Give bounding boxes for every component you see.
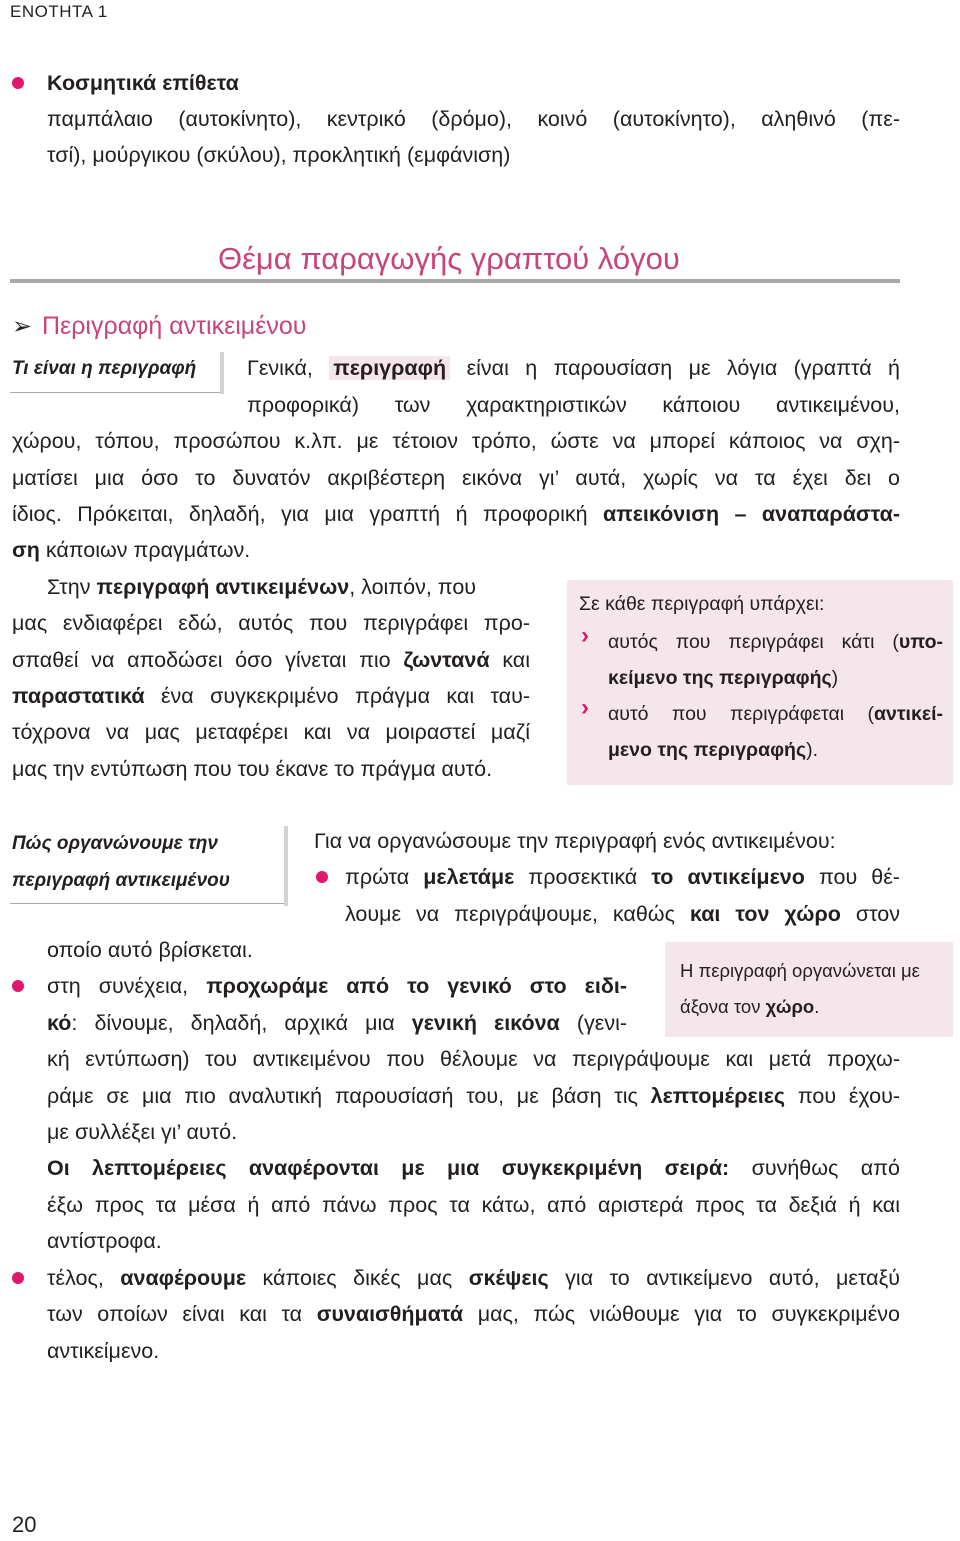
- object-desc-line: σπαθεί να αποδώσει όσο γίνεται πιο ζωντανά και: [12, 648, 531, 672]
- side-label-definition: Τι είναι η περιγραφή: [12, 358, 197, 379]
- side-label-rule: [10, 903, 286, 904]
- organize-line: στη συνέχεια, προχωράμε από το γενικό στο ειδι-: [47, 974, 627, 998]
- bullet-icon: [12, 1272, 24, 1284]
- object-desc-line: παραστατικά ένα συγκεκριμένο πράγμα και ταυ-: [12, 684, 530, 708]
- organize-line: έξω προς τα μέσα ή από πάνω προς τα κάτω, από αριστερά προς τα δεξιά ή και: [47, 1193, 900, 1217]
- side-label-rule: [10, 392, 220, 393]
- definition-line: ίδιος. Πρόκειται, δηλαδή, για μια γραπτή ή προφορική απεικόνιση – αναπαράστα-: [12, 502, 900, 526]
- organize-line: των οποίων είναι και τα συναισθήματά μας, πώς νιώθουμε για το συγκεκριμένο: [47, 1302, 900, 1326]
- definition-line: ματίσει μια όσο το δυνατόν ακριβέστερη εικόνα γι’ αυτά, χωρίς να τα έχει δει ο: [12, 466, 900, 490]
- organize-line: Οι λεπτομέρειες αναφέρονται με μια συγκεκριμένη σειρά: συνήθως από: [47, 1156, 900, 1180]
- organize-line: ράμε σε μια πιο αναλυτική παρουσίασή του, με βάση τις λεπτομέρειες που έχου-: [47, 1084, 900, 1108]
- subsection-title: Περιγραφή αντικειμένου: [42, 312, 307, 340]
- organize-intro: Για να οργανώσουμε την περιγραφή ενός αντικειμένου:: [314, 829, 836, 853]
- info-box-participants: [567, 580, 953, 785]
- side-label-organize: Πώς οργανώνουμε την: [12, 833, 218, 854]
- chevron-right-icon: ›: [581, 694, 589, 721]
- bullet-icon: [12, 980, 24, 992]
- side-label-divider: [220, 352, 224, 394]
- definition-line: ση κάποιων πραγμάτων.: [12, 538, 251, 562]
- box-intro: Σε κάθε περιγραφή υπάρχει:: [579, 593, 825, 615]
- organize-line: λουμε να περιγράψουμε, καθώς και τον χώρο στον: [345, 902, 901, 926]
- box-item: μενο της περιγραφής).: [608, 739, 819, 761]
- box-item: αυτό που περιγράφεται (αντικεί-: [608, 703, 943, 725]
- organize-line: τέλος, αναφέρουμε κάποιες δικές μας σκέψεις για το αντικείμενο αυτό, μεταξύ: [47, 1266, 900, 1290]
- organize-line: αντικείμενο.: [47, 1339, 160, 1363]
- object-desc-line: τόχρονα να μας μεταφέρει και να μοιραστεί μαζί: [12, 720, 530, 744]
- object-desc-line: μας ενδιαφέρει εδώ, αυτός που περιγράφει προ-: [12, 611, 530, 635]
- info-box-organization: Η περιγραφή οργανώνεται με άξονα τον χώρο.: [665, 942, 953, 1037]
- organize-line: οποίο αυτό βρίσκεται.: [47, 938, 253, 962]
- epithets-heading: Κοσμητικά επίθετα: [47, 71, 239, 95]
- definition-line: προφορικά) των χαρακτηριστικών κάποιου αντικειμένου,: [247, 393, 900, 417]
- chevron-right-icon: ›: [581, 622, 589, 649]
- definition-line: χώρου, τόπου, προσώπου κ.λπ. με τέτοιον τρόπο, ώστε να μπορεί κάποιος να σχη-: [12, 429, 900, 453]
- section-title: Θέμα παραγωγής γραπτού λόγου: [218, 241, 680, 276]
- definition-line: Γενικά, περιγραφή είναι η παρουσίαση με λόγια (γραπτά ή: [247, 356, 900, 380]
- object-desc-line: μας την εντύπωση που του έκανε το πράγμα αυτό.: [12, 757, 493, 781]
- organize-line: κό: δίνουμε, δηλαδή, αρχικά μια γενική εικόνα (γενι-: [47, 1011, 628, 1035]
- arrow-icon: ➢: [12, 313, 33, 340]
- side-label-organize: περιγραφή αντικειμένου: [12, 870, 230, 891]
- bullet-icon: [12, 77, 24, 89]
- side-label-divider: [284, 826, 288, 906]
- epithets-line: παμπάλαιο (αυτοκίνητο), κεντρικό (δρόμο), κοινό (αυτοκίνητο), αληθινό (πε-: [47, 107, 900, 131]
- organize-line: πρώτα μελετάμε προσεκτικά το αντικείμενο που θέ-: [345, 865, 900, 889]
- unit-label: ΕΝΟΤΗΤΑ 1: [10, 2, 108, 21]
- box-item: αυτός που περιγράφει κάτι (υπο-: [608, 631, 943, 653]
- organize-line: αντίστροφα.: [47, 1229, 162, 1253]
- highlight-term: περιγραφή: [329, 356, 450, 380]
- organize-line: κή εντύπωση) του αντικειμένου που θέλουμε να περιγράψουμε και μετά προχω-: [47, 1047, 900, 1071]
- page-number: 20: [12, 1512, 37, 1537]
- epithets-line: τσί), μούργικου (σκύλου), προκλητική (εμφάνιση): [47, 143, 511, 167]
- object-desc-line: Στην περιγραφή αντικειμένων, λοιπόν, που: [47, 575, 477, 599]
- box-item: κείμενο της περιγραφής): [608, 667, 839, 689]
- bullet-icon: [316, 871, 328, 883]
- organize-line: με συλλέξει γι’ αυτό.: [47, 1120, 238, 1144]
- section-rule: [10, 279, 900, 283]
